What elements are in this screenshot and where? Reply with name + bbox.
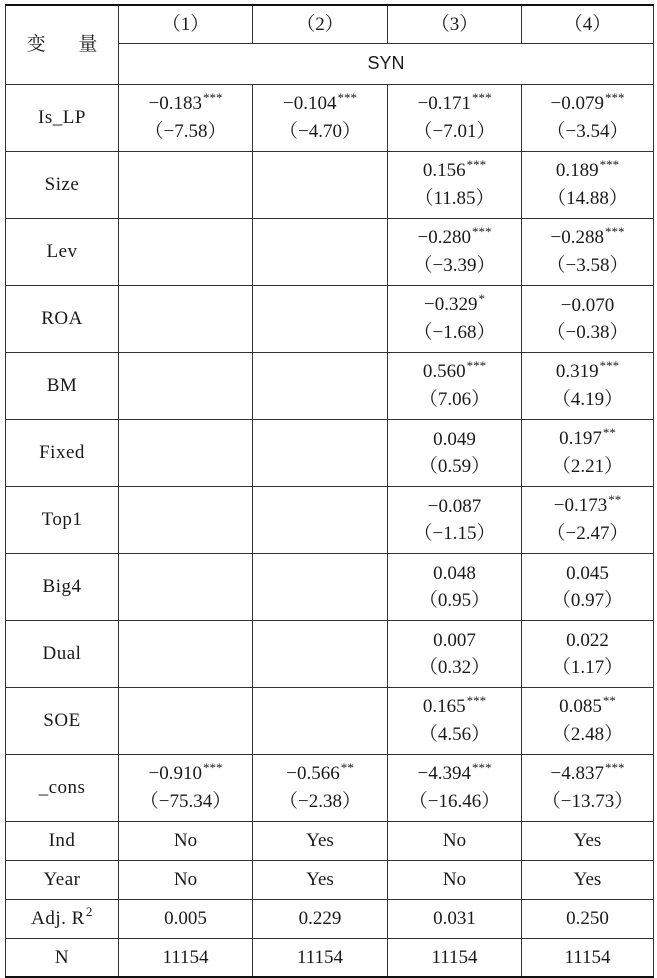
coefficient bbox=[388, 493, 521, 520]
table-cell bbox=[119, 419, 253, 486]
table-row bbox=[6, 285, 654, 352]
coefficient bbox=[388, 291, 521, 319]
coefficient-value: 0.560 bbox=[422, 361, 466, 382]
table-cell bbox=[119, 218, 253, 285]
row-label: SOE bbox=[6, 687, 119, 754]
footer-row bbox=[6, 860, 654, 899]
footer-label-text: Adj. R bbox=[31, 907, 85, 929]
coefficient-value: 0.007 bbox=[433, 629, 476, 651]
table-cell bbox=[522, 486, 654, 553]
footer-row-label bbox=[6, 860, 119, 899]
table-cell bbox=[388, 754, 522, 821]
table-cell bbox=[388, 151, 522, 218]
table-cell bbox=[388, 285, 522, 352]
table-cell bbox=[253, 419, 388, 486]
coefficient-value: −0.329 bbox=[424, 294, 478, 315]
coefficient-value: 0.085 bbox=[559, 696, 602, 717]
table-cell bbox=[522, 151, 654, 218]
footer-cell: 11154 bbox=[522, 938, 654, 977]
coefficient bbox=[119, 90, 252, 118]
table-cell bbox=[119, 285, 253, 352]
coefficient-value: −0.288 bbox=[550, 227, 604, 248]
coefficient-value: −0.079 bbox=[550, 93, 604, 114]
coefficient bbox=[388, 693, 521, 721]
footer-label-superscript: 2 bbox=[85, 903, 93, 919]
table-row bbox=[6, 553, 654, 620]
regression-table bbox=[5, 4, 654, 978]
t-statistic: （4.56） bbox=[418, 724, 491, 745]
t-statistic: （−75.34） bbox=[139, 791, 232, 812]
table-cell bbox=[522, 352, 654, 419]
significance-stars: *** bbox=[202, 90, 223, 105]
coefficient-value: 0.197 bbox=[559, 428, 602, 449]
table-cell bbox=[119, 486, 253, 553]
table-cell bbox=[522, 754, 654, 821]
coefficient-value: −0.171 bbox=[417, 93, 471, 114]
coefficient bbox=[522, 224, 653, 252]
row-label: Is_LP bbox=[6, 84, 119, 151]
coefficient bbox=[388, 224, 521, 252]
table-row bbox=[6, 620, 654, 687]
table-cell bbox=[253, 218, 388, 285]
footer-row-label bbox=[6, 821, 119, 860]
variable-header-cell bbox=[6, 5, 119, 84]
row-label: ROA bbox=[6, 285, 119, 352]
coefficient-value: −0.566 bbox=[286, 763, 340, 784]
table-cell bbox=[253, 285, 388, 352]
coefficient bbox=[522, 492, 653, 520]
table-cell bbox=[119, 151, 253, 218]
t-statistic: （−3.54） bbox=[546, 121, 629, 142]
table-row bbox=[6, 352, 654, 419]
coefficient-value: 0.048 bbox=[433, 562, 476, 584]
t-statistic: （−16.46） bbox=[408, 791, 501, 812]
table-cell bbox=[522, 285, 654, 352]
table-cell bbox=[388, 218, 522, 285]
significance-stars: *** bbox=[471, 224, 492, 239]
coefficient-value: −4.837 bbox=[550, 763, 604, 784]
table-cell bbox=[119, 84, 253, 151]
coefficient bbox=[522, 157, 653, 185]
table-cell bbox=[522, 687, 654, 754]
significance-stars: ** bbox=[608, 492, 622, 507]
t-statistic: （4.19） bbox=[551, 389, 624, 410]
t-statistic: （−1.68） bbox=[413, 322, 496, 343]
coefficient-value: −0.173 bbox=[553, 495, 608, 516]
table-cell bbox=[388, 419, 522, 486]
footer-cell: No bbox=[388, 821, 522, 860]
table-cell bbox=[119, 352, 253, 419]
significance-stars: *** bbox=[202, 760, 223, 775]
variable-header-label: 变 量 bbox=[26, 34, 112, 56]
footer-row bbox=[6, 938, 654, 977]
t-statistic: （0.59） bbox=[418, 455, 491, 477]
significance-stars: ** bbox=[602, 693, 616, 708]
t-statistic: （−2.38） bbox=[279, 791, 361, 812]
row-label: Fixed bbox=[6, 419, 119, 486]
table-cell bbox=[119, 687, 253, 754]
coefficient bbox=[522, 627, 653, 654]
footer-row bbox=[6, 821, 654, 860]
footer-cell: 0.005 bbox=[119, 899, 253, 938]
t-statistic: （2.21） bbox=[551, 456, 624, 477]
table-cell bbox=[119, 620, 253, 687]
t-statistic: （−1.15） bbox=[413, 522, 496, 544]
coefficient-value: −4.394 bbox=[417, 763, 471, 784]
footer-cell: No bbox=[119, 821, 253, 860]
table-row bbox=[6, 486, 654, 553]
t-statistic: （−0.38） bbox=[546, 321, 629, 343]
coefficient-value: −0.280 bbox=[417, 227, 471, 248]
coefficient bbox=[119, 760, 252, 788]
footer-row bbox=[6, 899, 654, 938]
table-row bbox=[6, 151, 654, 218]
footer-cell: 0.229 bbox=[253, 899, 388, 938]
footer-cell: Yes bbox=[522, 821, 654, 860]
header-row-columns bbox=[6, 5, 654, 43]
significance-stars: *** bbox=[466, 157, 487, 172]
coefficient bbox=[522, 358, 653, 386]
significance-stars: *** bbox=[604, 760, 625, 775]
footer-cell: Yes bbox=[253, 821, 388, 860]
coefficient-value: −0.070 bbox=[560, 294, 615, 316]
footer-cell: Yes bbox=[253, 860, 388, 899]
t-statistic: （−7.58） bbox=[144, 121, 227, 142]
row-label: BM bbox=[6, 352, 119, 419]
table-cell bbox=[388, 620, 522, 687]
table-row bbox=[6, 419, 654, 486]
table-cell bbox=[119, 754, 253, 821]
coefficient-value: 0.189 bbox=[555, 160, 599, 181]
column-header-1: （1） bbox=[119, 5, 253, 43]
coefficient bbox=[522, 560, 653, 587]
t-statistic: （−7.01） bbox=[413, 121, 496, 142]
table-cell bbox=[522, 620, 654, 687]
coefficient-value: 0.022 bbox=[566, 629, 609, 651]
significance-stars: * bbox=[478, 291, 485, 306]
table-cell bbox=[253, 486, 388, 553]
coefficient bbox=[253, 760, 387, 788]
column-header-3: （3） bbox=[388, 5, 522, 43]
footer-label-text: N bbox=[54, 946, 70, 968]
significance-stars: *** bbox=[471, 760, 492, 775]
table-cell bbox=[119, 553, 253, 620]
table-cell bbox=[388, 687, 522, 754]
coefficient bbox=[388, 157, 521, 185]
footer-row-label bbox=[6, 899, 119, 938]
coefficient-value: −0.183 bbox=[148, 93, 202, 114]
significance-stars: *** bbox=[604, 224, 625, 239]
coefficient bbox=[388, 760, 521, 788]
table-cell bbox=[388, 553, 522, 620]
table-cell bbox=[522, 419, 654, 486]
t-statistic: （2.48） bbox=[551, 724, 624, 745]
row-label: Dual bbox=[6, 620, 119, 687]
coefficient-value: −0.087 bbox=[427, 495, 482, 517]
table-cell bbox=[522, 553, 654, 620]
significance-stars: *** bbox=[471, 90, 492, 105]
footer-cell: Yes bbox=[522, 860, 654, 899]
table-row bbox=[6, 754, 654, 821]
significance-stars: ** bbox=[340, 760, 354, 775]
footer-cell: 0.031 bbox=[388, 899, 522, 938]
row-label: Lev bbox=[6, 218, 119, 285]
coefficient-value: −0.104 bbox=[283, 93, 337, 114]
coefficient bbox=[522, 90, 653, 118]
table-row bbox=[6, 687, 654, 754]
table-cell bbox=[253, 687, 388, 754]
coefficient-value: 0.045 bbox=[566, 562, 609, 584]
coefficient bbox=[522, 693, 653, 721]
significance-stars: *** bbox=[466, 358, 487, 373]
column-header-4: （4） bbox=[522, 5, 654, 43]
coefficient bbox=[388, 627, 521, 654]
table-cell bbox=[388, 352, 522, 419]
t-statistic: （14.88） bbox=[547, 188, 628, 209]
coefficient bbox=[388, 560, 521, 587]
table-cell bbox=[388, 84, 522, 151]
t-statistic: （11.85） bbox=[414, 188, 495, 209]
significance-stars: ** bbox=[602, 425, 616, 440]
significance-stars: *** bbox=[466, 693, 487, 708]
table-cell bbox=[253, 151, 388, 218]
footer-cell: 11154 bbox=[119, 938, 253, 977]
table-cell bbox=[253, 553, 388, 620]
coefficient-value: 0.319 bbox=[555, 361, 599, 382]
coefficient-value: 0.165 bbox=[422, 696, 466, 717]
table-row bbox=[6, 84, 654, 151]
row-label: Size bbox=[6, 151, 119, 218]
footer-cell: 11154 bbox=[388, 938, 522, 977]
row-label: Big4 bbox=[6, 553, 119, 620]
t-statistic: （0.97） bbox=[551, 589, 624, 611]
significance-stars: *** bbox=[337, 90, 357, 105]
row-label: _cons bbox=[6, 754, 119, 821]
table-cell bbox=[253, 352, 388, 419]
table-row bbox=[6, 218, 654, 285]
coefficient bbox=[388, 90, 521, 118]
row-label: Top1 bbox=[6, 486, 119, 553]
table-cell bbox=[522, 218, 654, 285]
footer-cell: 0.250 bbox=[522, 899, 654, 938]
coefficient-value: −0.910 bbox=[148, 763, 202, 784]
t-statistic: （−3.58） bbox=[546, 255, 629, 276]
footer-cell: No bbox=[388, 860, 522, 899]
coefficient bbox=[253, 90, 387, 118]
t-statistic: （−3.39） bbox=[413, 255, 496, 276]
table-cell bbox=[253, 84, 388, 151]
t-statistic: （7.06） bbox=[418, 389, 491, 410]
significance-stars: *** bbox=[599, 358, 620, 373]
table-cell bbox=[253, 620, 388, 687]
t-statistic: （−13.73） bbox=[541, 791, 634, 812]
coefficient bbox=[522, 425, 653, 453]
t-statistic: （1.17） bbox=[551, 656, 624, 678]
footer-label-text: Year bbox=[43, 869, 81, 890]
significance-stars: *** bbox=[599, 157, 620, 172]
footer-cell: 11154 bbox=[253, 938, 388, 977]
coefficient bbox=[522, 760, 653, 788]
t-statistic: （0.95） bbox=[418, 589, 491, 611]
t-statistic: （−2.47） bbox=[546, 523, 629, 544]
footer-label-text: Ind bbox=[48, 830, 76, 851]
column-header-2: （2） bbox=[253, 5, 388, 43]
coefficient bbox=[388, 358, 521, 386]
table-cell bbox=[253, 754, 388, 821]
coefficient bbox=[522, 292, 653, 319]
significance-stars: *** bbox=[604, 90, 625, 105]
table-cell bbox=[522, 84, 654, 151]
t-statistic: （0.32） bbox=[418, 656, 491, 678]
footer-row-label bbox=[6, 938, 119, 977]
footer-cell: No bbox=[119, 860, 253, 899]
coefficient-value: 0.156 bbox=[422, 160, 466, 181]
table-cell bbox=[388, 486, 522, 553]
coefficient bbox=[388, 426, 521, 453]
t-statistic: （−4.70） bbox=[279, 121, 361, 142]
dependent-variable-label: SYN bbox=[119, 43, 654, 84]
coefficient-value: 0.049 bbox=[433, 428, 476, 450]
